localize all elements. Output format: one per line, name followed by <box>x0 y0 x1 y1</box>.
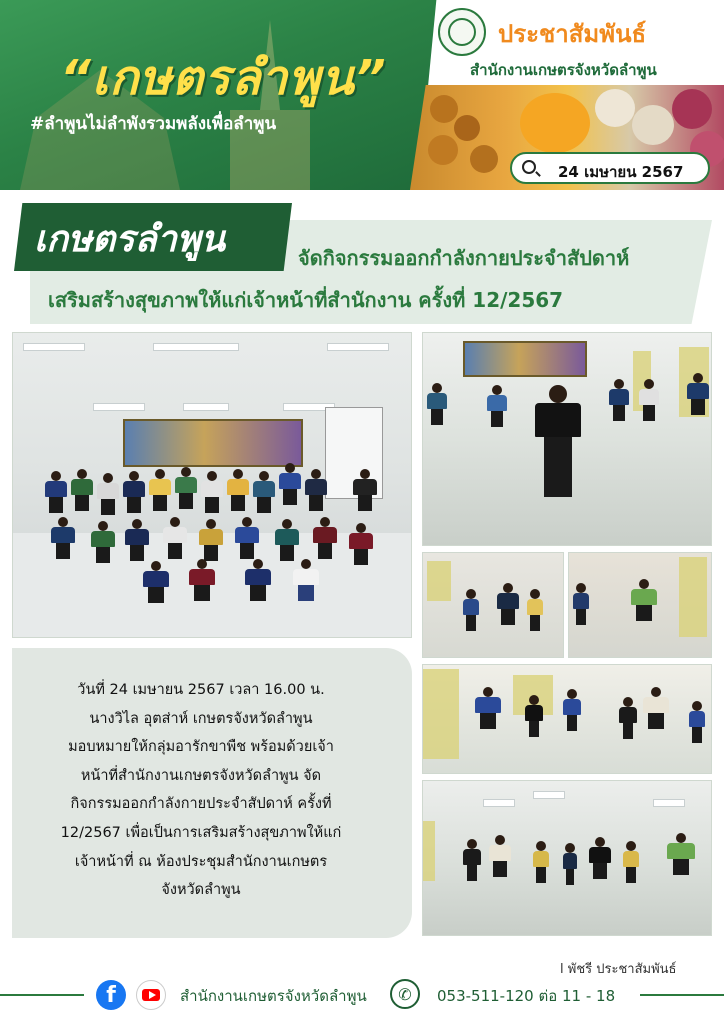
article-line: กิจกรรมออกกำลังกายประจำสัปดาห์ ครั้งที่ <box>70 796 332 813</box>
footer-org-name: สำนักงานเกษตรจังหวัดลำพูน <box>180 987 367 1005</box>
org-title: ประชาสัมพันธ์ <box>498 20 647 48</box>
exercise-photo-4 <box>422 664 712 774</box>
article-line: มอบหมายให้กลุ่มอารักขาพืช พร้อมด้วยเจ้า <box>68 739 334 756</box>
footer-phone[interactable]: 053-511-120 ต่อ 11 - 18 <box>437 987 616 1005</box>
article-line: นางวิไล อุตส่าห์ เกษตรจังหวัดลำพูน <box>89 710 313 727</box>
exercise-photo-5 <box>422 780 712 936</box>
exercise-photo-2 <box>422 552 564 658</box>
header-hashtag: #ลำพูนไม่ลำพังรวมพลังเพื่อลำพูน <box>30 114 277 134</box>
headline-line-1: จัดกิจกรรมออกกำลังกายประจำสัปดาห์ <box>298 246 630 270</box>
facebook-icon[interactable]: f <box>96 980 126 1010</box>
article-text <box>18 676 384 905</box>
date-badge <box>510 152 710 184</box>
youtube-icon[interactable] <box>136 980 166 1010</box>
department-logo <box>438 8 486 56</box>
group-photo <box>12 332 412 638</box>
article-line: หน้าที่สำนักงานเกษตรจังหวัดลำพูน จัด <box>80 767 322 784</box>
exercise-photo-3 <box>568 552 712 658</box>
header-title: “เกษตรลำพูน” <box>60 50 387 106</box>
footer-divider-left <box>0 994 84 996</box>
search-icon <box>522 160 536 174</box>
exercise-photo-1 <box>422 332 712 546</box>
photo-credit: l พัชรี ประชาสัมพันธ์ <box>560 962 677 977</box>
article-line: วันที่ 24 เมษายน 2567 เวลา 16.00 น. <box>77 682 325 698</box>
header-banner <box>0 0 724 190</box>
article-line: จังหวัดลำพูน <box>161 882 241 899</box>
article-line: เจ้าหน้าที่ ณ ห้องประชุมสำนักงานเกษตร <box>74 853 328 870</box>
footer-bar <box>0 978 724 1012</box>
org-subtitle: สำนักงานเกษตรจังหวัดลำพูน <box>470 61 657 79</box>
headline-line-2: เสริมสร้างสุขภาพให้แก่เจ้าหน้าที่สำนักงาน ครั้งที่ 12/2567 <box>48 288 564 312</box>
date-text: 24 เมษายน 2567 <box>558 163 684 181</box>
article-line: 12/2567 เพื่อเป็นการเสริมสร้างสุขภาพให้แก่ <box>60 824 342 841</box>
phone-icon[interactable]: ✆ <box>390 979 420 1009</box>
headline-tag: เกษตรลำพูน <box>34 219 226 260</box>
footer-divider-right <box>640 994 724 996</box>
